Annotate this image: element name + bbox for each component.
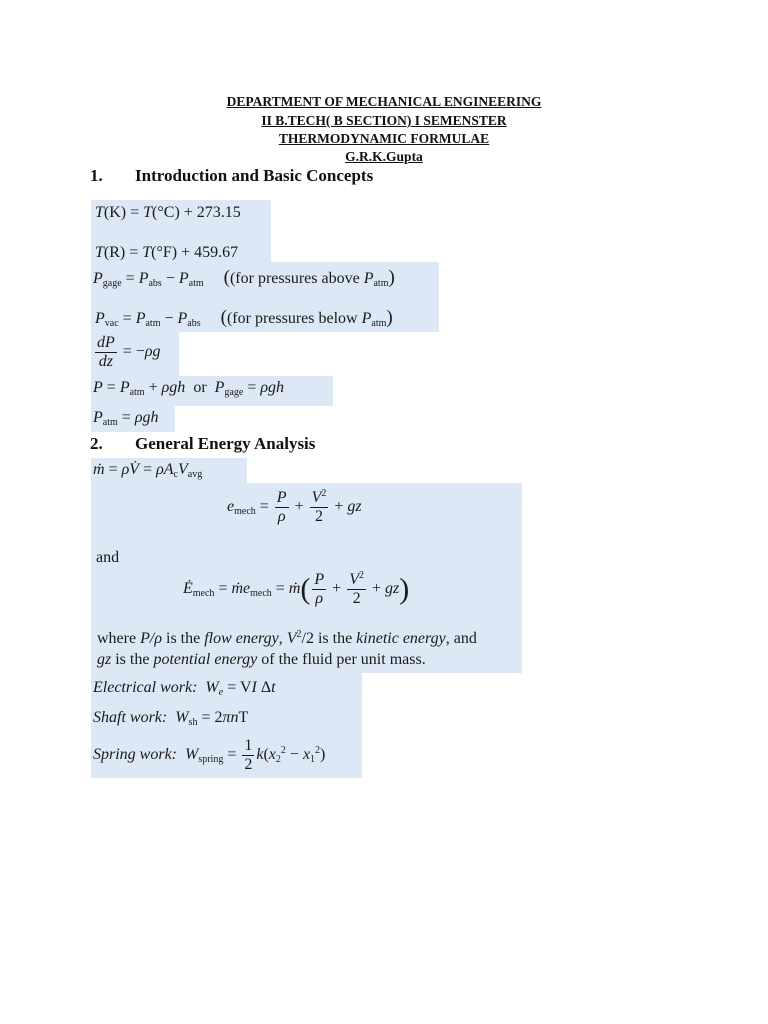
energy-explanation: where P/ρ is the flow energy, $V^2/2$ is the kinetic energy, and gz is the potential energy of the fluid per unit mass.	[97, 629, 477, 668]
vacuum-note: (for pressures below	[226, 310, 362, 327]
department-title: DEPARTMENT OF MECHANICAL ENGINEERING	[226, 94, 542, 109]
electrical-work-label: Electrical work:	[93, 679, 198, 696]
section-heading-1	[90, 166, 373, 186]
or-word: or	[193, 379, 207, 396]
spring-work-formula: Spring work: $W_{spring}$ = $\frac{1}{2}$ $k(x_2^2 - x_1^2)$	[93, 737, 326, 773]
section-title: Introduction and Basic Concepts	[135, 166, 374, 185]
kelvin-constant: + 273.15	[183, 204, 241, 221]
temperature-formulas	[91, 200, 271, 262]
hydrostatic-pressure-formula	[91, 376, 333, 406]
section-heading-2	[90, 434, 315, 454]
document-title: THERMODYNAMIC FORMULAE	[278, 131, 490, 146]
pressure-formulas	[91, 262, 439, 332]
shaft-work-formula: Shaft work: $W_{sh} = 2\pi nT$	[93, 709, 249, 728]
mass-flow-formula	[91, 458, 247, 484]
and-word: and	[96, 549, 120, 566]
work-formulas	[91, 673, 362, 778]
section-title: General Energy Analysis	[135, 434, 316, 453]
mechanical-energy-box	[91, 483, 522, 673]
gage-note: (for pressures above	[229, 270, 364, 287]
course-title: II B.TECH( B SECTION) I SEMENSTER	[261, 113, 507, 128]
electrical-work-formula: Electrical work: $W_e$ = VI Δt	[93, 679, 276, 698]
section-number: 2.	[90, 434, 103, 453]
pressure-depth-equation: $P = P_{atm} + \rho gh$ or $P_{gage} = \rho gh$	[93, 379, 285, 398]
shaft-work-label: Shaft work:	[93, 709, 168, 726]
hydrostatic-gradient-formula	[91, 332, 179, 376]
spring-work-label: Spring work:	[93, 746, 177, 764]
vacuum-pressure-formula: $P_{vac} = P_{atm} - P_{abs}$ ((for pressures below $P_{atm}$)	[95, 307, 393, 329]
mass-flow-equation: ṁ = ρV̇ = $\rho A_cV_{avg}$	[93, 461, 203, 480]
author-name: G.R.K.Gupta	[345, 149, 423, 164]
rankine-constant: + 459.67	[181, 244, 239, 261]
atmospheric-pressure-formula	[91, 406, 175, 432]
emech-equation: $e_{mech}$ = $\frac{P}{\rho}$ + $\frac{V^2}{2}$ + gz	[227, 488, 362, 525]
emech-rate-equation: $Ė_{mech}$ = ṁe$_{mech}$ = ṁ( $\frac{P}{\rho}$ + $\frac{V^2}{2}$ + gz)	[183, 570, 410, 607]
dp-dz-equation: $\frac{dP}{dz}$ = −ρg	[97, 334, 161, 370]
patm-equation: $P_{atm} = \rho gh$	[93, 409, 159, 428]
kelvin-formula: T(K) = T(°C) + 273.15	[95, 204, 241, 221]
rankine-formula: T(R) = T(°F) + 459.67	[95, 244, 239, 261]
dp-dz-fraction: $\frac{dP}{dz}$	[97, 334, 115, 370]
section-number: 1.	[90, 166, 103, 185]
gage-pressure-formula: $P_{gage} = P_{abs} - P_{atm}$ ((for pressures above $P_{atm}$)	[93, 267, 395, 289]
